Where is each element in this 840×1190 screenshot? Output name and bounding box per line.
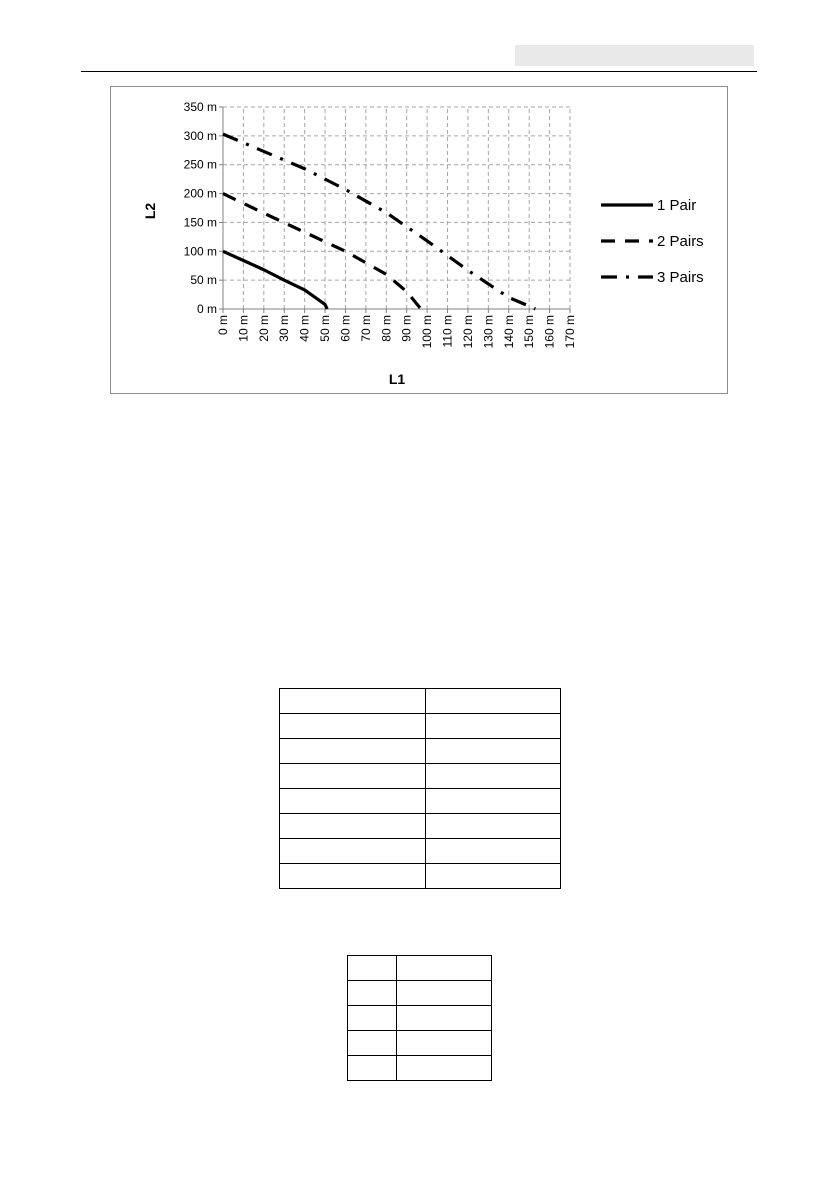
table-row: [348, 1056, 492, 1081]
table-row: [280, 739, 561, 764]
x-tick-label: 10 m: [236, 315, 251, 342]
x-tick-label: 20 m: [256, 315, 271, 342]
x-tick-label: 50 m: [318, 315, 333, 342]
x-tick-label: 70 m: [358, 315, 373, 342]
table-1: [279, 688, 561, 889]
table-cell: [397, 1006, 492, 1031]
table-row: [280, 839, 561, 864]
table-cell: [280, 814, 426, 839]
table-cell: [280, 739, 426, 764]
table-row: [280, 814, 561, 839]
table-cell: [348, 981, 397, 1006]
table-2: [347, 955, 492, 1081]
table-row: [280, 764, 561, 789]
table-cell: [348, 956, 397, 981]
table-cell: [280, 689, 426, 714]
y-tick-label: 200 m: [183, 186, 217, 201]
table-cell: [426, 714, 561, 739]
table-cell: [397, 956, 492, 981]
table-cell: [426, 789, 561, 814]
table-cell: [426, 689, 561, 714]
x-tick-labels: [216, 309, 577, 348]
table-cell: [348, 1006, 397, 1031]
x-tick-label: 170 m: [563, 315, 577, 349]
x-axis-title: L1: [388, 371, 406, 387]
table-row: [280, 689, 561, 714]
legend-label: 1 Pair: [657, 197, 697, 214]
table-cell: [426, 764, 561, 789]
chart-frame: [110, 86, 728, 394]
y-tick-label: 350 m: [183, 100, 217, 114]
y-tick-label: 300 m: [183, 128, 217, 143]
y-tick-label: 250 m: [183, 157, 217, 172]
x-tick-label: 100 m: [420, 315, 435, 349]
table-cell: [397, 981, 492, 1006]
table-cell: [280, 864, 426, 889]
table-row: [280, 864, 561, 889]
x-tick-label: 30 m: [277, 315, 292, 342]
y-tick-label: 150 m: [183, 215, 217, 230]
y-tick-label: 100 m: [183, 244, 217, 259]
table-row: [280, 714, 561, 739]
table-cell: [426, 739, 561, 764]
y-tick-label: 50 m: [190, 273, 217, 288]
y-tick-label: 0 m: [196, 302, 217, 316]
table-cell: [397, 1056, 492, 1081]
x-tick-label: 80 m: [379, 315, 394, 342]
x-tick-label: 120 m: [460, 315, 475, 349]
table-row: [280, 789, 561, 814]
table-cell: [397, 1031, 492, 1056]
x-tick-label: 160 m: [542, 315, 557, 349]
table-cell: [348, 1056, 397, 1081]
x-tick-label: 0 m: [216, 315, 230, 336]
table-row: [348, 956, 492, 981]
x-tick-label: 130 m: [481, 315, 496, 349]
legend-label: 3 Pairs: [657, 269, 704, 286]
header-rule: [81, 71, 757, 72]
table-cell: [280, 789, 426, 814]
table-cell: [426, 814, 561, 839]
table-row: [348, 981, 492, 1006]
gridlines: [223, 107, 570, 309]
axes: [223, 107, 570, 309]
table-cell: [280, 839, 426, 864]
table-cell: [280, 764, 426, 789]
x-tick-label: 90 m: [399, 315, 414, 342]
header-band: [515, 45, 754, 66]
x-tick-label: 110 m: [440, 315, 455, 348]
x-tick-label: 60 m: [338, 315, 353, 342]
y-tick-labels: [184, 100, 223, 316]
table-cell: [348, 1031, 397, 1056]
table-cell: [426, 864, 561, 889]
legend-label: 2 Pairs: [657, 233, 704, 250]
line-chart: [111, 87, 729, 395]
x-tick-label: 140 m: [501, 315, 516, 349]
legend: [601, 197, 704, 286]
y-axis-title: L2: [142, 202, 158, 220]
x-tick-label: 150 m: [522, 315, 537, 349]
table-cell: [426, 839, 561, 864]
x-tick-label: 40 m: [297, 315, 312, 342]
table-cell: [280, 714, 426, 739]
table-row: [348, 1031, 492, 1056]
table-row: [348, 1006, 492, 1031]
